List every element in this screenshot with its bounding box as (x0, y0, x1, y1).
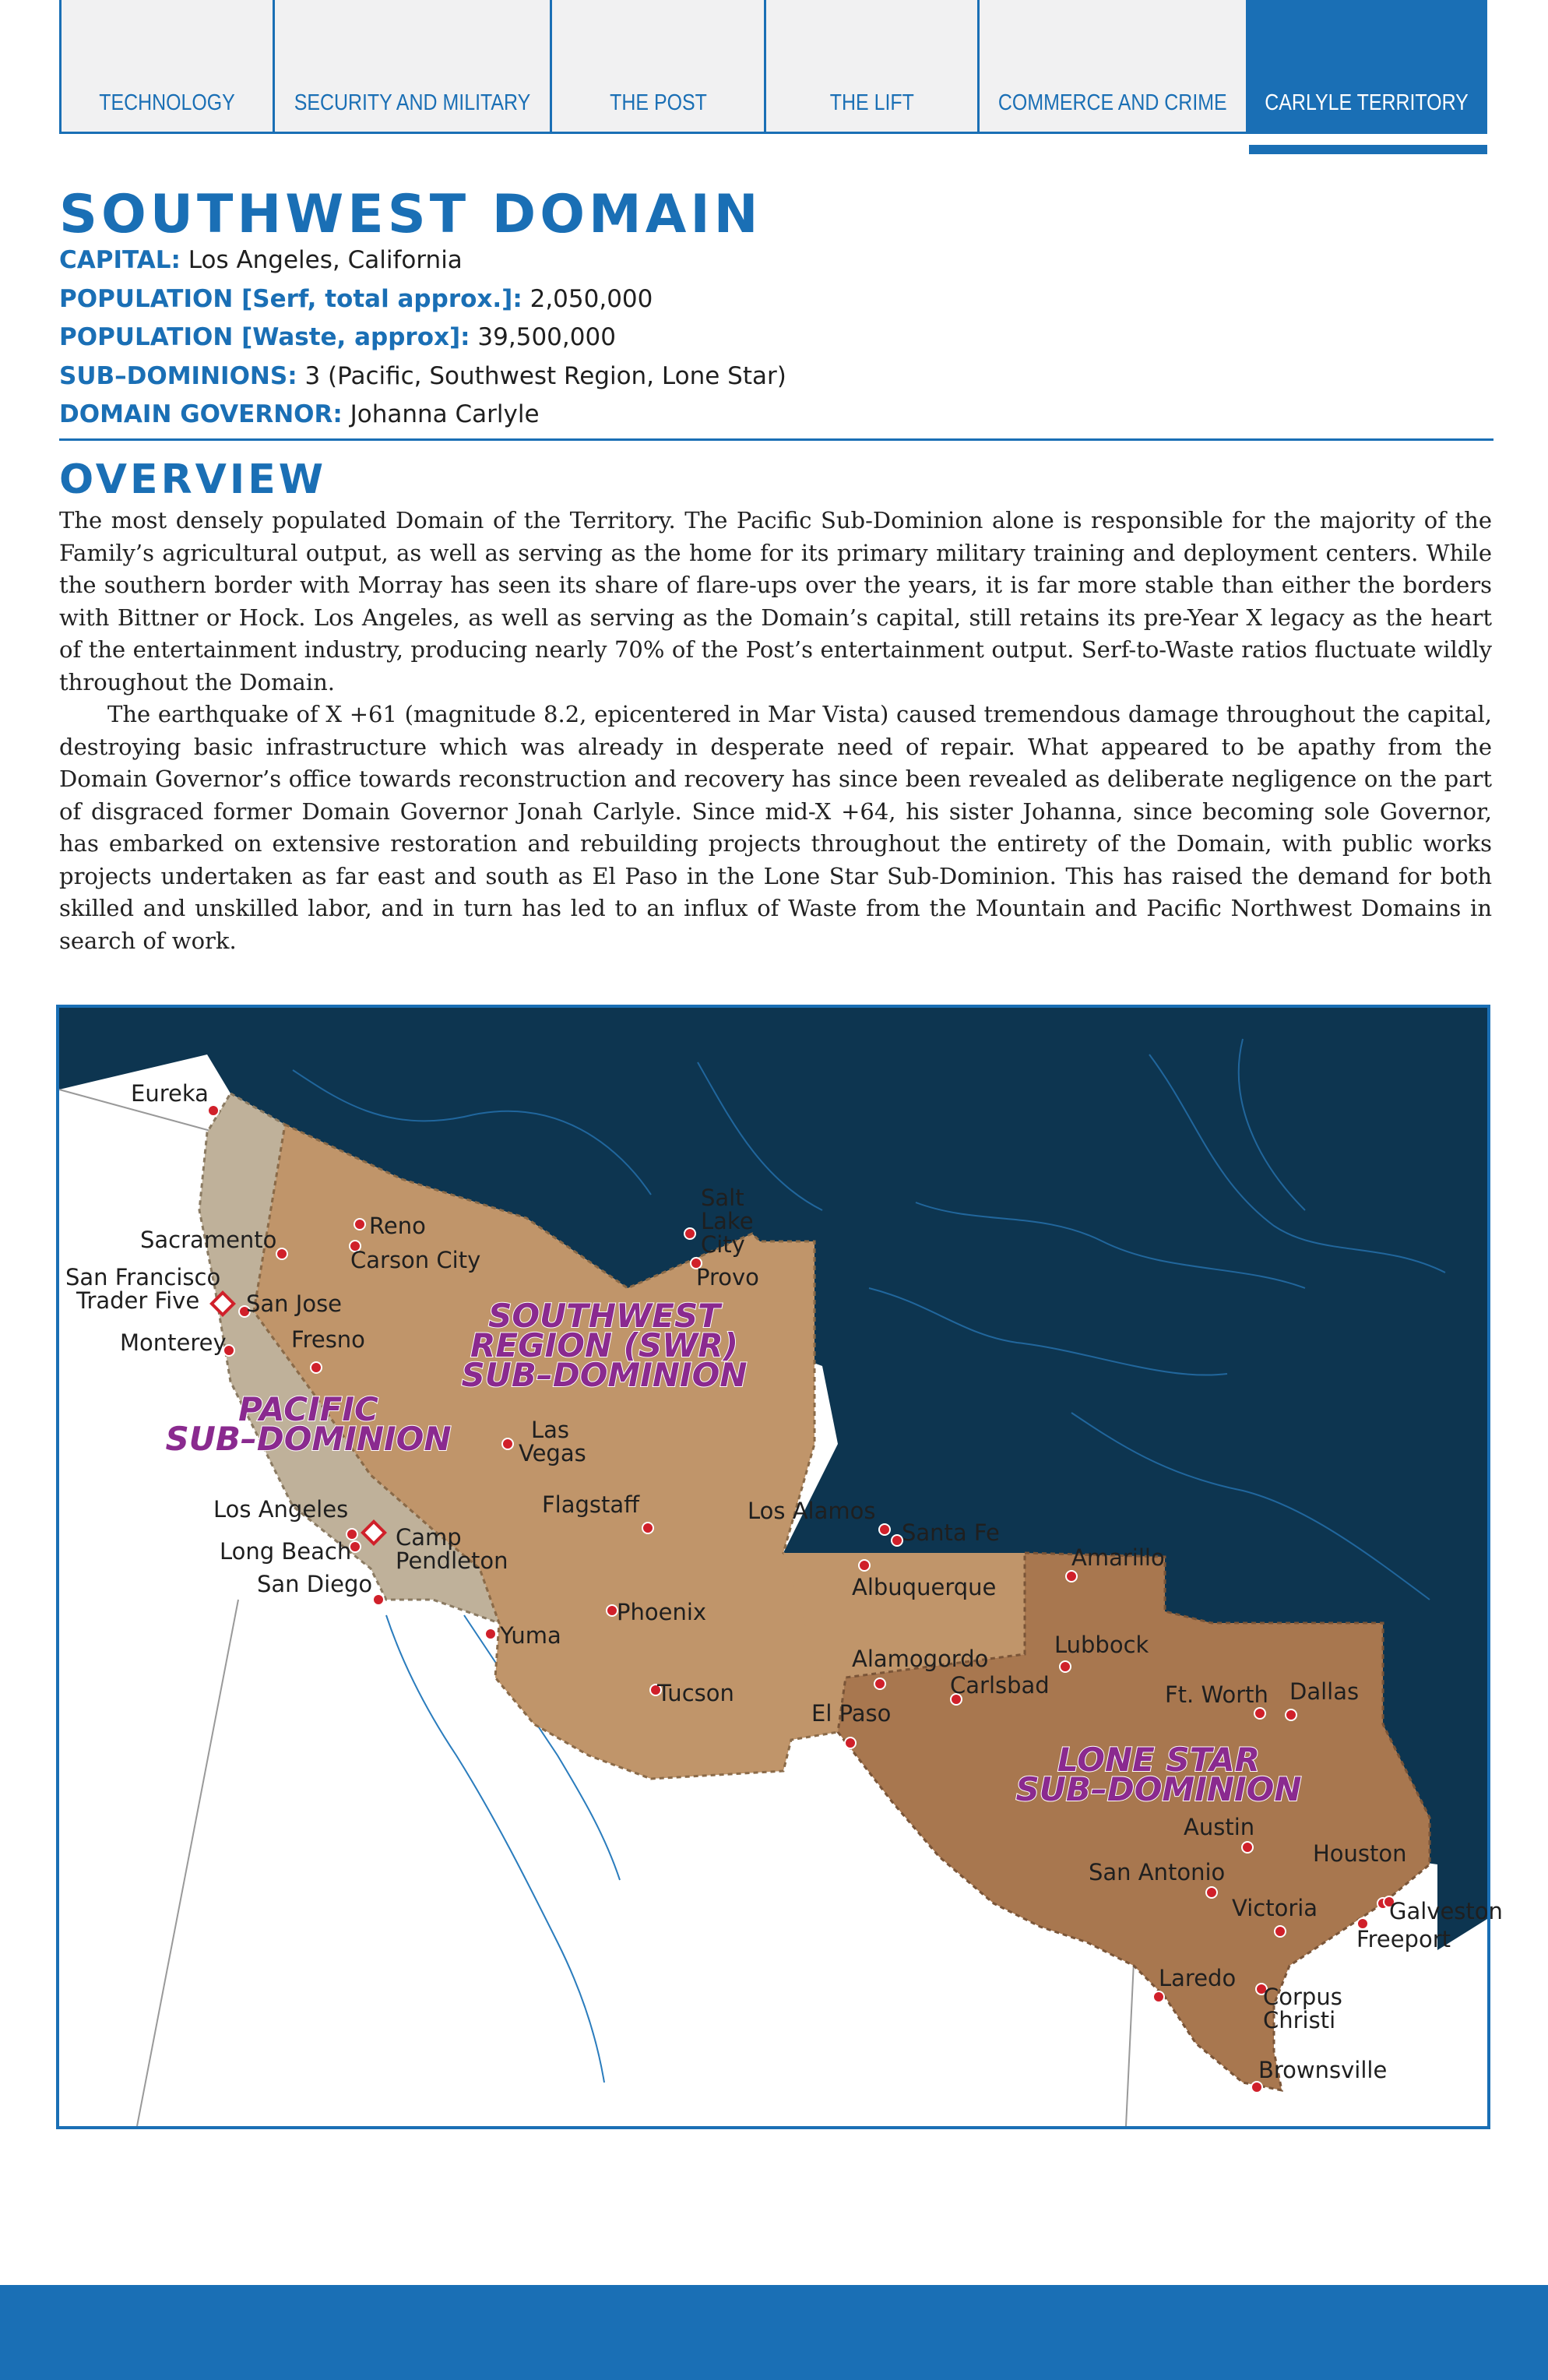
label-carlsbad: Carlsbad (950, 1672, 1050, 1699)
city-dot-sanantonio (1206, 1887, 1217, 1898)
label-lasvegas-2: Vegas (519, 1440, 586, 1466)
fact-value: Los Angeles, California (188, 246, 463, 274)
label-monterey: Monterey (120, 1329, 227, 1356)
tab-the-post[interactable] (550, 0, 763, 134)
label-longbeach: Long Beach (220, 1538, 352, 1565)
fact-governor (59, 396, 786, 435)
label-swr-line2: REGION (SWR) (470, 1326, 738, 1364)
label-lasvegas-1: Las (531, 1417, 570, 1443)
city-dot-dallas (1286, 1709, 1296, 1720)
section-tabs (59, 0, 1487, 134)
label-eureka: Eureka (131, 1080, 209, 1107)
label-corpuschristi-2: Christi (1263, 2007, 1336, 2033)
city-dot-amarillo (1066, 1571, 1077, 1582)
fact-label: DOMAIN GOVERNOR: (59, 400, 343, 428)
city-dot-santafe (892, 1535, 902, 1546)
label-corpuschristi-1: Corpus (1263, 1984, 1342, 2010)
label-reno: Reno (369, 1213, 426, 1239)
fact-subdominions (59, 357, 786, 396)
label-lonestar-line1: LONE STAR (1057, 1741, 1260, 1779)
label-camppendleton-2: Pendleton (396, 1547, 508, 1574)
city-dot-austin (1242, 1842, 1253, 1853)
city-dot-sacramento (276, 1248, 287, 1259)
label-camppendleton-1: Camp (396, 1524, 462, 1551)
label-elpaso: El Paso (811, 1700, 892, 1727)
label-losalamos: Los Alamos (748, 1498, 876, 1524)
label-alamogordo: Alamogordo (852, 1646, 989, 1672)
label-swr-line3: SUB–DOMINION (461, 1356, 748, 1394)
tab-label: TECHNOLOGY (99, 90, 236, 115)
label-victoria: Victoria (1232, 1895, 1318, 1921)
city-dot-phoenix (607, 1605, 617, 1616)
fact-label: CAPITAL: (59, 246, 181, 274)
fact-capital (59, 241, 786, 280)
label-saltlake-1: Salt (701, 1185, 744, 1211)
city-dot-lubbock (1060, 1661, 1071, 1672)
label-amarillo: Amarillo (1071, 1544, 1165, 1571)
city-dot-fresno (311, 1362, 322, 1373)
tab-label: CARLYLE TERRITORY (1265, 90, 1469, 115)
fact-value: 2,050,000 (529, 284, 653, 313)
label-tucson: Tucson (657, 1680, 734, 1706)
fact-value: 39,500,000 (477, 323, 616, 351)
label-traderfive: Trader Five (76, 1287, 200, 1314)
header-divider (59, 438, 1493, 441)
label-galveston: Galveston (1389, 1898, 1503, 1924)
label-lubbock: Lubbock (1054, 1632, 1149, 1658)
label-phoenix: Phoenix (617, 1599, 707, 1625)
fact-population-waste (59, 319, 786, 357)
label-provo: Provo (696, 1264, 759, 1290)
label-fresno: Fresno (291, 1326, 365, 1353)
tab-label: SECURITY AND MILITARY (294, 90, 531, 115)
label-swr-line1: SOUTHWEST (488, 1297, 720, 1335)
label-austin: Austin (1184, 1814, 1255, 1840)
label-laredo: Laredo (1159, 1965, 1237, 1991)
tab-label: THE LIFT (829, 90, 914, 115)
label-albuquerque: Albuquerque (852, 1574, 997, 1600)
domain-map (56, 1005, 1503, 2129)
city-dot-losalamos (879, 1524, 890, 1535)
city-dot-elpaso (845, 1737, 856, 1748)
city-dot-lasvegas (502, 1438, 513, 1449)
city-dot-yuma (485, 1628, 496, 1639)
label-ftworth: Ft. Worth (1165, 1681, 1268, 1708)
fact-value: 3 (Pacific, Southwest Region, Lone Star) (304, 361, 786, 390)
label-brownsville: Brownsville (1258, 2057, 1388, 2083)
active-tab-indicator (1249, 145, 1487, 154)
label-sandiego: San Diego (257, 1571, 373, 1597)
label-carsoncity: Carson City (350, 1247, 481, 1273)
label-santafe: Santa Fe (902, 1519, 1000, 1546)
map-svg (59, 1008, 1503, 2126)
label-sanfrancisco: San Francisco (65, 1264, 221, 1290)
label-saltlake-3: City (701, 1231, 745, 1258)
fact-value: Johanna Carlyle (350, 400, 540, 428)
tab-technology[interactable] (59, 0, 273, 134)
tab-label: THE POST (609, 90, 707, 115)
label-houston: Houston (1313, 1840, 1407, 1867)
overview-paragraph: The most densely populated Domain of the Territory. The Pacific Sub-Dominion alone is responsible for the majority of the Family’s agricultural output, as well as serving as the home for its primary military training and deployment centers. While the southern border with Morray has seen its share of flare-ups over the years, it is far more stable than either the borders with Bittner or Hock. Los Angeles, as well as serving as the Domain’s capital, still retains its pre-Year X legacy as the heart of the entertainment industry, producing nearly 70% of the Post’s entertainment output. Serf-to-Waste ratios fluctuate wildly throughout the Domain. (59, 507, 1492, 695)
city-dot-albuquerque (859, 1560, 870, 1571)
fact-population-serf (59, 280, 786, 319)
overview-heading: OVERVIEW (59, 456, 327, 503)
label-pacific-line1: PACIFIC (238, 1390, 378, 1428)
fact-label: POPULATION [Serf, total approx.]: (59, 284, 522, 313)
city-dot-sandiego (373, 1594, 384, 1605)
city-dot-eureka (208, 1105, 219, 1116)
page-title: SOUTHWEST DOMAIN (59, 184, 762, 245)
city-dot-laredo (1153, 1991, 1164, 2002)
overview-paragraph: The earthquake of X +61 (magnitude 8.2, epicentered in Mar Vista) caused tremendous damage throughout the capital, destroying basic infrastructure which was already in desperate need of repair. What appeared to be apathy from the Domain Governor’s office towards reconstruction and recovery has since been revealed as deliberate negligence on the part of disgraced former Domain Governor Jonah Carlyle. Since mid-X +64, his sister Johanna, since becoming sole Governor, has embarked on extensive restoration and rebuilding projects throughout the entirety of the Domain, with public works projects undertaken as far east and south as El Paso in the Lone Star Sub-Dominion. This has raised the demand for both skilled and unskilled labor, and in turn has led to an influx of Waste from the Mountain and Pacific Northwest Domains in search of work. (59, 701, 1492, 954)
city-dot-flagstaff (642, 1523, 653, 1533)
label-losangeles: Los Angeles (213, 1496, 349, 1523)
fact-label: SUB–DOMINIONS: (59, 361, 297, 390)
city-dot-brownsville (1251, 2082, 1262, 2093)
label-yuma: Yuma (500, 1622, 561, 1649)
tab-carlyle-territory[interactable] (1246, 0, 1487, 134)
city-dot-victoria (1275, 1926, 1286, 1937)
label-freeport: Freeport (1356, 1926, 1451, 1952)
city-dot-ftworth (1254, 1708, 1265, 1719)
label-pacific-line2: SUB–DOMINION (165, 1420, 452, 1458)
tab-commerce-and-crime[interactable] (977, 0, 1246, 134)
city-dot-reno (354, 1219, 365, 1230)
label-sanjose: San Jose (246, 1290, 343, 1317)
fact-label: POPULATION [Waste, approx]: (59, 323, 470, 351)
domain-facts (59, 241, 786, 435)
tab-the-lift[interactable] (764, 0, 977, 134)
tab-label: COMMERCE AND CRIME (998, 90, 1228, 115)
overview-body (59, 505, 1492, 957)
footer-bar (0, 2285, 1548, 2380)
city-dot-saltlake (684, 1228, 695, 1239)
label-sanantonio: San Antonio (1089, 1859, 1226, 1885)
label-sacramento: Sacramento (140, 1227, 277, 1253)
tab-security-and-military[interactable] (273, 0, 550, 134)
label-saltlake-2: Lake (701, 1208, 754, 1234)
city-dot-alamogordo (874, 1678, 885, 1689)
label-lonestar-line2: SUB–DOMINION (1015, 1770, 1302, 1808)
label-flagstaff: Flagstaff (542, 1491, 640, 1518)
label-dallas: Dallas (1289, 1678, 1360, 1705)
